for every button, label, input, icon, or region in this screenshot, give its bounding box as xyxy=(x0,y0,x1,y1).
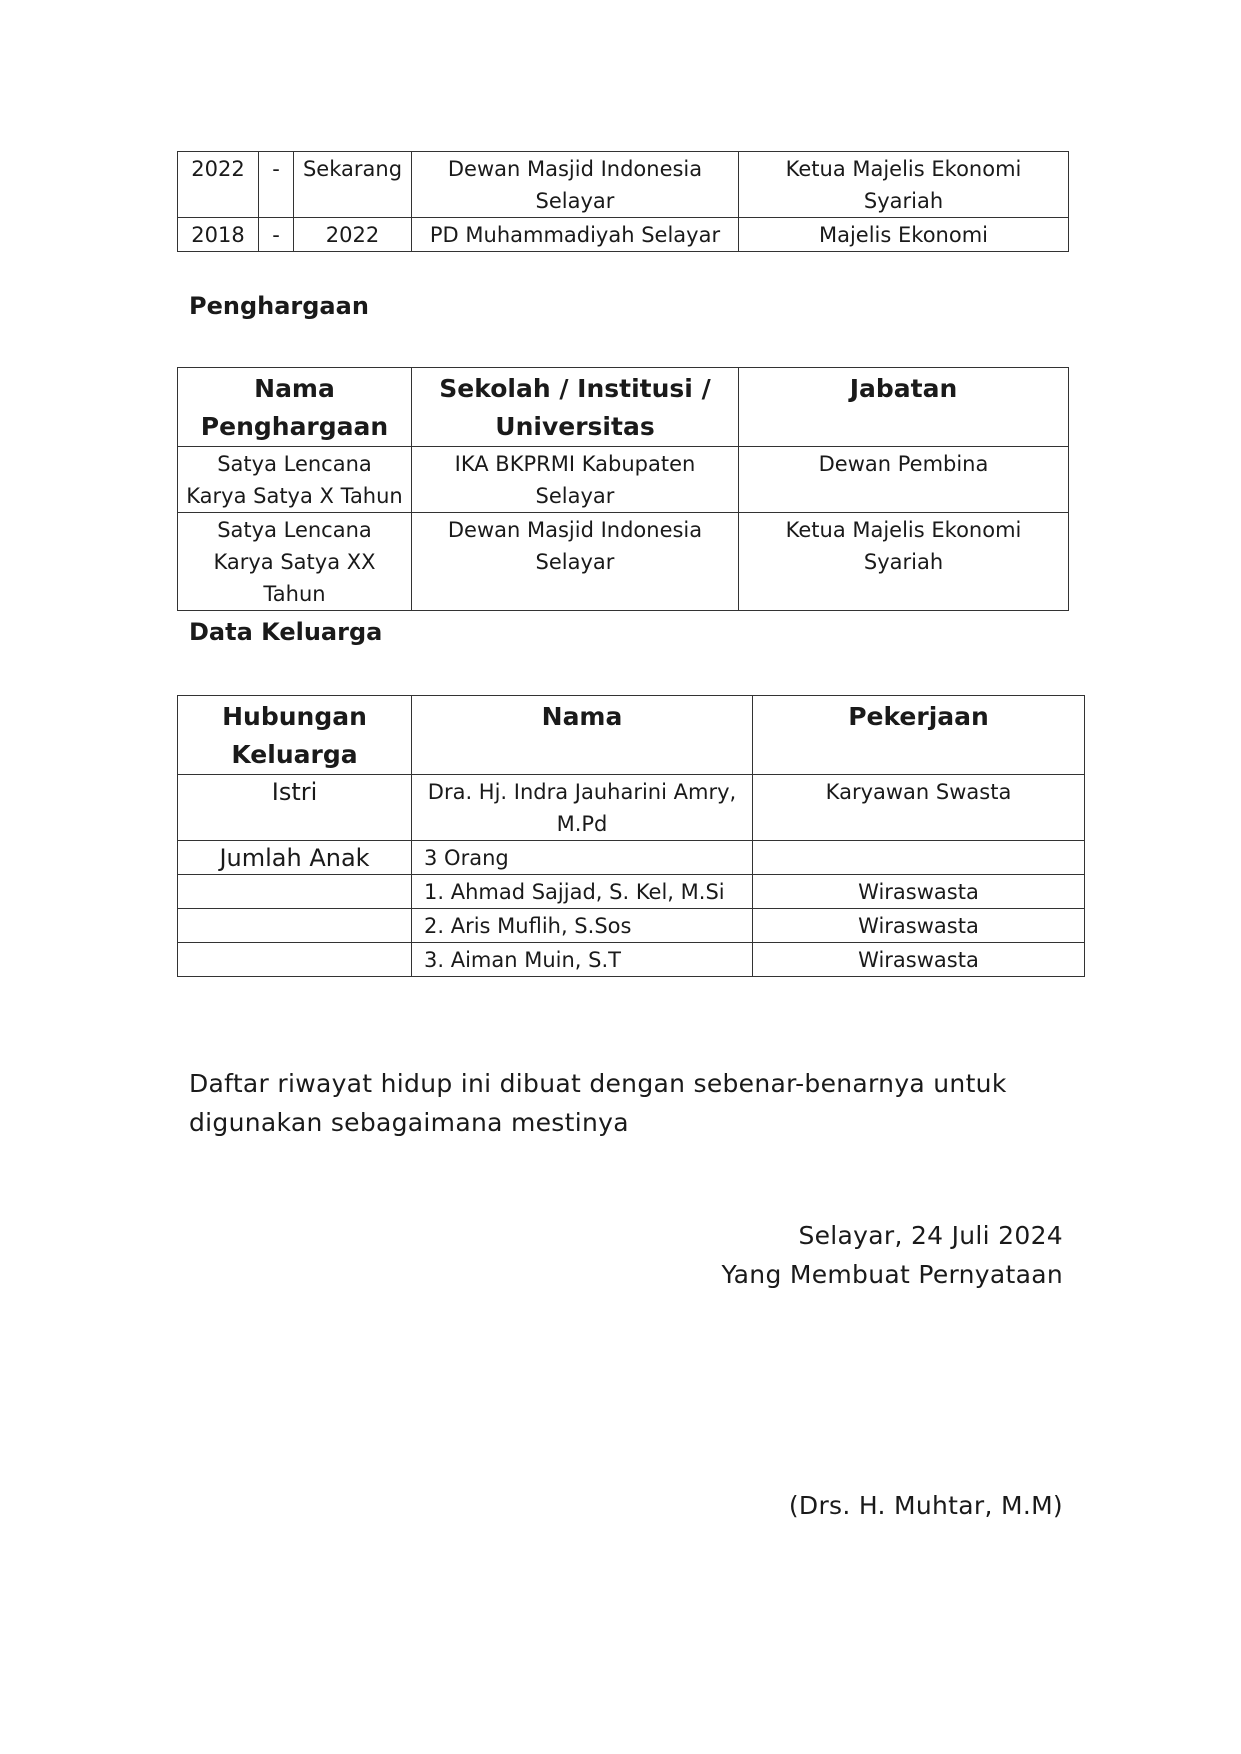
family-relation xyxy=(178,875,412,909)
org-end-year: 2022 xyxy=(294,218,412,252)
signer-name: (Drs. H. Muhtar, M.M) xyxy=(788,1491,1063,1520)
table-header-row xyxy=(178,368,1069,447)
column-header: Jabatan xyxy=(739,368,1069,447)
table-row xyxy=(178,841,1085,875)
column-header: Nama Penghargaan xyxy=(178,368,412,447)
family-job xyxy=(753,841,1085,875)
signature-block xyxy=(722,1216,1063,1294)
family-table xyxy=(177,695,1085,977)
family-name: 3 Orang xyxy=(412,841,753,875)
family-job: Wiraswasta xyxy=(753,909,1085,943)
award-institution: Dewan Masjid Indonesia Selayar xyxy=(412,513,739,611)
family-name: 1. Ahmad Sajjad, S. Kel, M.Si xyxy=(412,875,753,909)
award-position: Dewan Pembina xyxy=(739,447,1069,513)
family-relation: Istri xyxy=(178,775,412,841)
section-title-keluarga: Data Keluarga xyxy=(189,618,383,646)
family-name: 2. Aris Muflih, S.Sos xyxy=(412,909,753,943)
column-header: Hubungan Keluarga xyxy=(178,696,412,775)
column-header: Pekerjaan xyxy=(753,696,1085,775)
statement-paragraph: Daftar riwayat hidup ini dibuat dengan sebenar-benarnya untuk digunakan sebagaimana mestinya xyxy=(189,1069,1007,1137)
section-title-penghargaan: Penghargaan xyxy=(189,292,369,320)
table-row xyxy=(178,875,1085,909)
table-header-row xyxy=(178,696,1085,775)
family-job: Karyawan Swasta xyxy=(753,775,1085,841)
family-job: Wiraswasta xyxy=(753,943,1085,977)
table-row xyxy=(178,152,1069,218)
org-dash: - xyxy=(259,218,294,252)
table-row xyxy=(178,218,1069,252)
family-relation: Jumlah Anak xyxy=(178,841,412,875)
org-name: PD Muhammadiyah Selayar xyxy=(412,218,739,252)
family-job: Wiraswasta xyxy=(753,875,1085,909)
column-header: Sekolah / Institusi / Universitas xyxy=(412,368,739,447)
table-row xyxy=(178,447,1069,513)
award-name: Satya Lencana Karya Satya XX Tahun xyxy=(178,513,412,611)
award-institution: IKA BKPRMI Kabupaten Selayar xyxy=(412,447,739,513)
signer-role: Yang Membuat Pernyataan xyxy=(721,1260,1063,1289)
table-row xyxy=(178,775,1085,841)
org-start-year: 2018 xyxy=(178,218,259,252)
org-dash: - xyxy=(259,152,294,218)
place-date: Selayar, 24 Juli 2024 xyxy=(798,1221,1063,1250)
org-start-year: 2022 xyxy=(178,152,259,218)
column-header: Nama xyxy=(412,696,753,775)
table-row xyxy=(178,909,1085,943)
table-row xyxy=(178,943,1085,977)
org-end-year: Sekarang xyxy=(294,152,412,218)
family-relation xyxy=(178,943,412,977)
org-position: Ketua Majelis Ekonomi Syariah xyxy=(739,152,1069,218)
family-name: 3. Aiman Muin, S.T xyxy=(412,943,753,977)
awards-table xyxy=(177,367,1069,611)
award-name: Satya Lencana Karya Satya X Tahun xyxy=(178,447,412,513)
family-relation xyxy=(178,909,412,943)
org-position: Majelis Ekonomi xyxy=(739,218,1069,252)
award-position: Ketua Majelis Ekonomi Syariah xyxy=(739,513,1069,611)
org-name: Dewan Masjid Indonesia Selayar xyxy=(412,152,739,218)
organization-table xyxy=(177,151,1069,252)
family-name: Dra. Hj. Indra Jauharini Amry, M.Pd xyxy=(412,775,753,841)
table-row xyxy=(178,513,1069,611)
